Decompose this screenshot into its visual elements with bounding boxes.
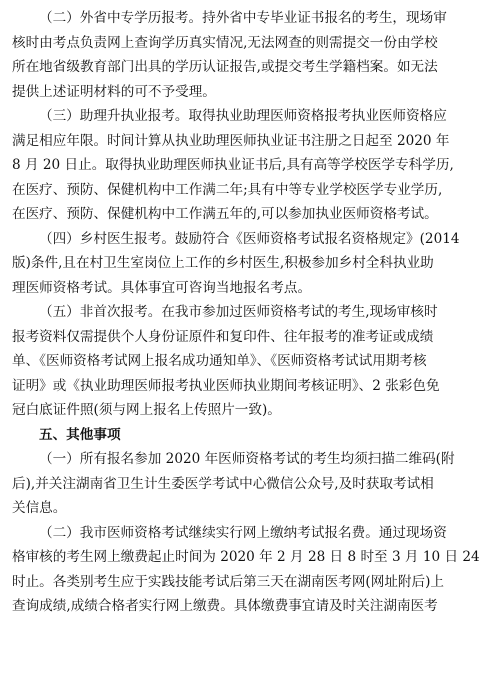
heading-text: 五、其他事项 [39, 426, 121, 443]
text-line: 所在地省级教育部门出具的学历认证报告,或提交考生学籍档案。如无法 [12, 59, 438, 75]
text-line: （四）乡村医生报考。鼓励符合《医师资格考试报名资格规定》(2014 [39, 230, 460, 247]
text-line: 后),并关注湖南省卫生计生委医学考试中心微信公众号,及时获取考试相 [12, 475, 434, 492]
paragraph [12, 6, 483, 104]
text-line: 在医疗、预防、保健机构中工作满五年的,可以参加执业医师资格考试。 [12, 206, 438, 222]
paragraph [12, 521, 483, 619]
text-line: 冠白底证件照(须与网上报名上传照片一致)。 [12, 402, 281, 418]
text-line: 版)条件,且在村卫生室岗位上工作的乡村医生,积极参加乡村全科执业助 [12, 255, 434, 271]
text-line: 核时由考点负责网上查询学历真实情况,无法网查的则需提交一份由学校 [12, 34, 438, 51]
text-line: 理医师资格考试。具体事宜可咨询当地报名考点。 [12, 279, 312, 296]
text-line: 满足相应年限。时间计算从执业助理医师执业证书注册之日起至 2020 年 [12, 132, 450, 149]
text-line: （一）所有报名参加 2020 年医师资格考试的考生均须扫描二维码(附 [39, 451, 455, 467]
text-line: 单、《医师资格考试网上报名成功通知单》、《医师资格考试试用期考核 [12, 353, 427, 369]
paragraph [12, 300, 483, 423]
text-line: 证明》或《执业助理医师报考执业医师执业期间考核证明》、2 张彩色免 [12, 377, 440, 394]
text-line: （二）我市医师资格考试继续实行网上缴纳考试报名费。通过现场资 [39, 524, 447, 541]
text-line: （五）非首次报考。在我市参加过医师资格考试的考生,现场审核时 [39, 304, 438, 320]
text-line: 关信息。 [12, 500, 67, 516]
paragraph [12, 104, 483, 227]
paragraph [12, 447, 483, 521]
text-line: 查询成绩,成绩合格者实行网上缴费。具体缴费事宜请及时关注湖南医考 [12, 598, 438, 614]
text-line: 时止。各类别考生应于实践技能考试后第三天在湖南医考网(网址附后)上 [12, 573, 445, 590]
paragraph [12, 227, 483, 301]
text-line: 报考资料仅需提供个人身份证原件和复印件、往年报考的准考证或成绩 [12, 328, 434, 345]
text-line: 在医疗、预防、保健机构中工作满二年;具有中等专业学校医学专业学历, [12, 181, 443, 198]
text-line: （三）助理升执业报考。取得执业助理医师资格报考执业医师资格应 [39, 108, 447, 124]
text-line: 格审核的考生网上缴费起止时间为 2020 年 2 月 28 日 8 时至 3 月 10 日 24 [12, 549, 480, 565]
text-line: （二）外省中专学历报考。持外省中专毕业证书报名的考生，现场审 [39, 10, 447, 26]
text-line: 提供上述证明材料的可不予受理。 [12, 83, 216, 100]
section-heading [12, 423, 483, 448]
text-line: 8 月 20 日止。取得执业助理医师执业证书后,具有高等学校医学专科学历, [12, 157, 454, 173]
